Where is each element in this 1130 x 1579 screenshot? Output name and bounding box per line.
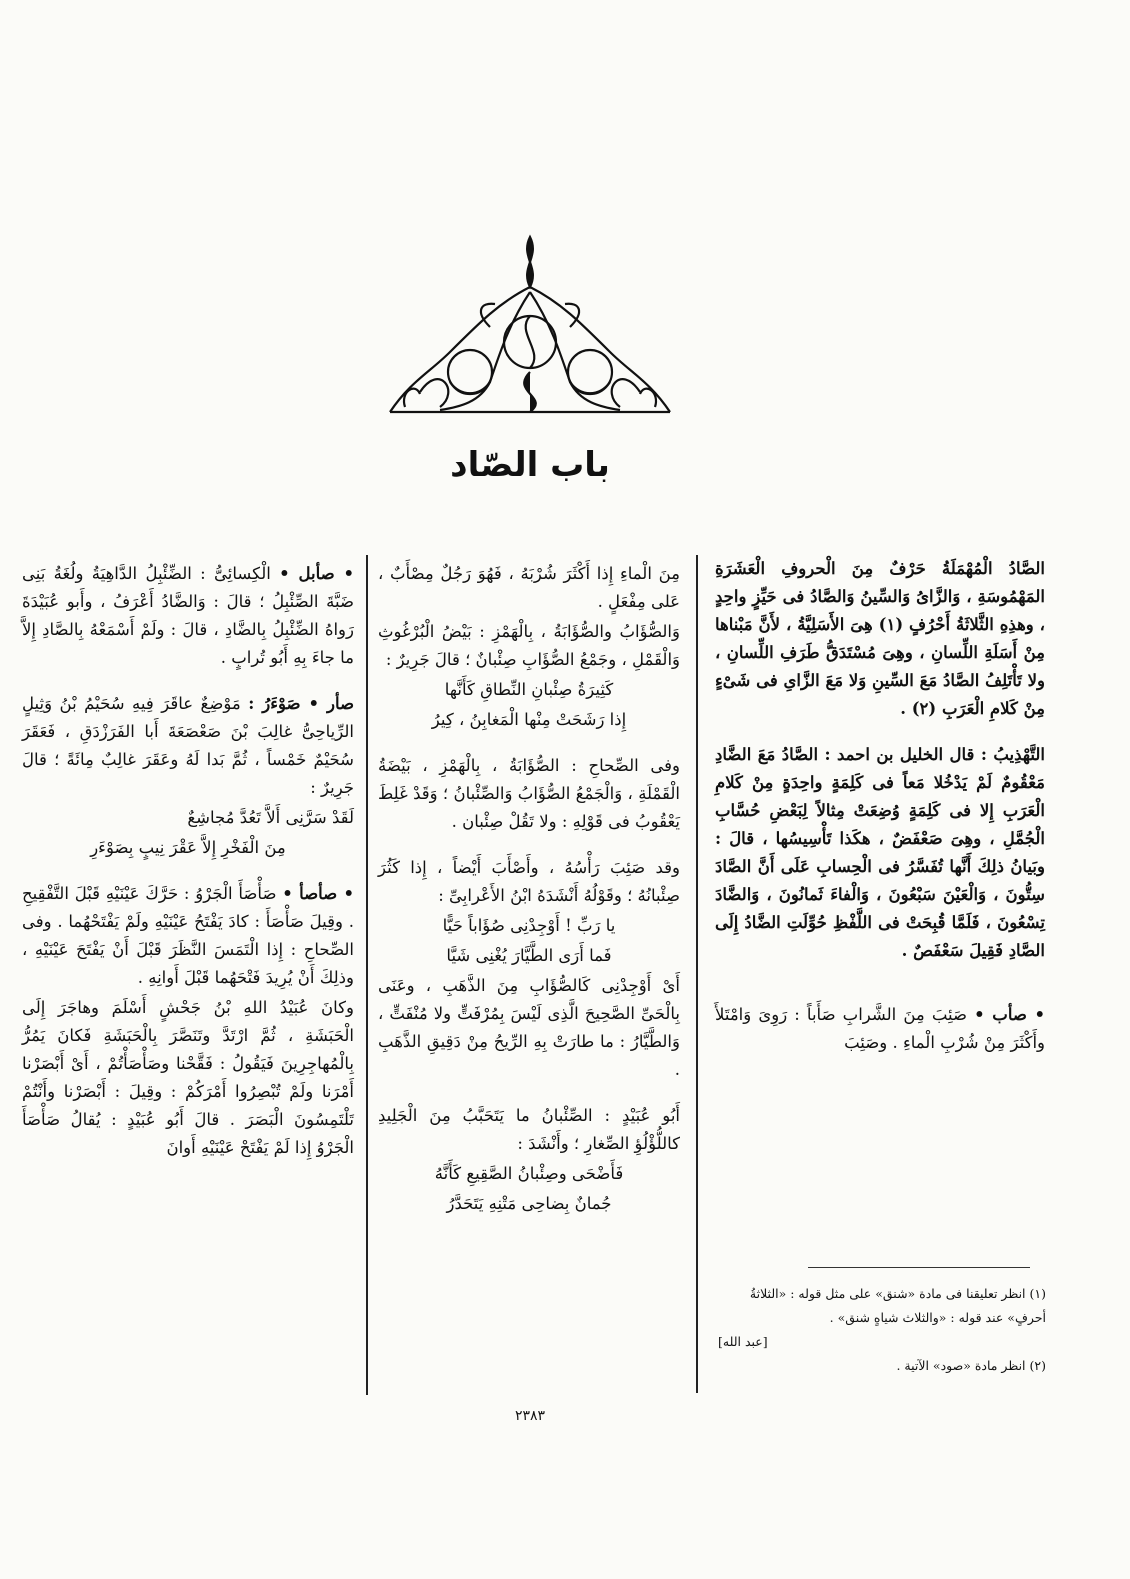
verse-line: فَأَضْحَى وصِئْبانُ الصَّقِيعِ كَأَنَّهُ — [434, 1164, 624, 1183]
paragraph: أَىْ أَوْجِدْنِى كَالصُّؤَابِ مِنَ الذَّهَبِ ، وعَنَى بِالْحَىِّ الصَّحِيحَ الَّذِى لَيْسَ بِمُرْفَتٍّ ولا مُنْفَتٍّ ، وَالطَّيَّارُ : ما طارَتْ بِهِ الرِّيحُ مِنْ دَقِيقِ الذَّهَبِ . — [378, 976, 680, 1079]
entry-headword: • صأب • — [974, 1005, 1046, 1024]
paragraph: الصَّادُ الْمُهْمَلَةُ حَرْفٌ مِنَ الْحروفِ الْعَشَرَةِ المَهْمُوسَةِ ، وَالزَّاىُ وَالسِّينُ وَالصَّادُ فى حَيِّزٍ واحِدٍ ، وهذِهِ الثَّلاثَةُ أَحْرُفٍ (١) هِىَ الأَسَلِيَّةُ ، لأَنَّ مَبْناها مِنْ أَسَلَةِ اللِّسانِ ، وهِىَ مُسْتَدَقُّ طَرَفِ اللِّسانِ ، ولا تَأْتَلِفُ الصَّادُ مَعَ السِّينِ وَلا مَعَ الزَّاىِ فى شَىْءٍ مِنْ كَلامِ الْعَرَبِ (٢) . — [715, 559, 1046, 718]
paragraph: وفى الصِّحاحِ : الصُّؤَابَةُ ، بِالْهَمْزِ ، بَيْضَةُ الْقَمْلَةِ ، وَالْجَمْعُ الصُّؤَابُ وَالصِّئْبانُ ؛ وَقَدْ غَلِطَ يَعْقُوبُ فى قَوْلِهِ : ولا تَقُلْ صِئْبان . — [378, 756, 680, 831]
entry — [22, 880, 354, 992]
entry-text: صَأْصَأَ الْجَرْوُ : حَرَّكَ عَيْنَيْهِ قَبْلَ التَّفْقِيحِ . وقِيلَ صَأْصَأَ : كادَ يَفْتَحُ عَيْنَيْهِ ولَمْ يَفْتَحْهُما . وفى الصِّحاحِ : إِذا الْتَمَسَ النَّظَرَ قَبْلَ أَنْ يَفْتَحَ عَيْنَيْهِ ، وذلِكَ أَنْ يُرِيدَ فَتْحَهُما قَبْلَ أَوانِهِ . — [22, 884, 354, 987]
verse-line: فَما أَرَى الطَّيَّارَ يُغْنِى شَيَّا — [446, 946, 612, 965]
verse-line: إِذا رَشَحَتْ مِنْها الْمَغابِنُ ، كِيرُ — [431, 710, 627, 729]
entry — [22, 560, 354, 672]
entry — [715, 1001, 1045, 1057]
verse-line: جُمانٌ بِضاحِى مَتْنِهِ يَتَحَدَّرُ — [446, 1194, 612, 1213]
verse-line: يا رَبِّ ! أَوْجِدْنِى صُؤَاباً حَيًّا — [442, 916, 616, 935]
verse-line: لَقَدْ سَرَّنِى أَلاَّ تَعُدَّ مُجاشِعٌ — [187, 808, 354, 827]
ornament-headpiece — [380, 232, 680, 427]
entry-headword: • صأصأ • — [282, 884, 354, 903]
entry-text: مَوْضِعٌ عاقَرَ فِيهِ سُحَيْمُ بْنُ وَثِيلٍ الرِّياحِىُّ غالِبَ بْنَ صَعْصَعَةَ أَبا الفَرَزْدَقِ ، فَعَقَرَ سُحَيْمٌ خَمْساً ، ثُمَّ بَدا لَهُ وعَقَرَ غالِبٌ مِائَةً ؛ قالَ جَرِيرٌ : — [22, 694, 354, 797]
entry-text: صَئِبَ مِنَ الشَّرابِ صَأَباً : رَوِىَ وَامْتَلأَ وأَكْثَرَ مِنْ شُرْبِ الْماءِ . وصَئِبَ — [715, 1005, 1045, 1052]
page-title: باب الصّاد — [450, 445, 610, 485]
margin-marks — [38, 60, 78, 520]
middle-column — [378, 560, 680, 1220]
right-column — [715, 555, 1045, 1059]
column-divider — [696, 555, 698, 1393]
page-number: ٢٣٨٣ — [514, 1408, 546, 1424]
entry-text: الْكِسائِىُّ : الضِّئْبِلُ الدَّاهِيَةُ ولُغَةُ بَنِى ضَبَّةَ الصِّئْبِلُ ؛ قالَ : وَالضَّادُ أَعْرَفُ ، وأَبو عُبَيْدَةَ رَواهُ الضِّئْبِلُ بِالضَّادِ ، قالَ : ولَمْ أَسْمَعْهُ بِالصَّادِ إِلاَّ ما جاءَ بِهِ أَبُو تُرابٍ . — [22, 564, 354, 667]
footnote: (٢) انظر مادة «صود» الآتية . — [896, 1358, 1046, 1373]
paragraph: وقد صَئِبَ رَأْسُهُ ، وأَصْأَبَ أَيْضاً ، إِذا كَثُرَ صِئْبانُهُ ؛ وقَوْلُهُ أَنْشَدَهُ ابْنُ الأَعْرابِىِّ : — [378, 858, 680, 905]
footnote-rule — [808, 1267, 1030, 1268]
entry — [22, 690, 354, 802]
verse-line: كَثِيرَةُ صِئْبانِ النِّطاقِ كَأَنَّها — [444, 680, 614, 699]
paragraph: مِنَ الْماءِ إِذا أَكْثَرَ شُرْبَهُ ، فَهُوَ رَجُلٌ مِصْأَبٌ ، عَلى مِفْعَلٍ . — [378, 564, 680, 611]
paragraph: وَالصُّؤَابُ والصُّؤَابَةُ ، بِالْهَمْزِ : بَيْضُ الْبُرْغُوثِ وَالْقَمْلِ ، وجَمْعُ الصُّؤَابِ صِئْبانٌ ؛ قالَ جَرِيرٌ : — [378, 622, 680, 669]
footnotes — [718, 1282, 1046, 1378]
paragraph: وكانَ عُبَيْدُ اللهِ بْنُ جَحْشٍ أَسْلَمَ وهاجَرَ إِلَى الْحَبَشَةِ ، ثُمَّ ارْتَدَّ وتَنَصَّرَ بِالْحَبَشَةِ فَكانَ يَمُرُّ بِالْمُهاجِرِينَ فَيَقُولُ : فَقَّحْنا وصَأْصَأْتُمْ ، أَىْ أَبْصَرْنا أَمْرَنا ولَمْ تُبْصِرُوا أَمْرَكُمْ : وقِيلَ : أَبْصَرْنا وأَنْتُمْ تَلْتَمِسُونَ الْبَصَرَ . قالَ أَبُو عُبَيْدٍ : يُقالُ صَأْصَأَ الْجَرْوُ إِذا لَمْ يَفْتَحْ عَيْنَيْهِ أَوانَ — [22, 998, 354, 1157]
paragraph: أَبُو عُبَيْدٍ : الصِّئْبانُ ما يَتَحَبَّبُ مِنَ الْجَلِيدِ كاللُّؤْلُؤِ الصِّغارِ ؛ وأَنْشَدَ : — [378, 1106, 680, 1153]
footnote-signature: [عبد الله] — [718, 1334, 768, 1349]
column-divider — [366, 555, 368, 1395]
paragraph: التَّهْذِيبُ : قال الخليل بن احمد : الصَّادُ مَعَ الضَّادِ مَعْقُومٌ لَمْ يَدْخُلا مَعاً فى كَلِمَةٍ واحِدَةٍ مِنْ كَلامِ الْعَرَبِ إِلا فى كَلِمَةٍ وُضِعَتْ مِثالاً لِبَعْضِ حُسَّابِ الْجُمَّلِ ، وهِىَ صَعْفَضٌ ، هكَذا تَأْسِيسُها ، قالَ : وبَيانُ ذلِكَ أَنَّها تُفَسَّرُ فى الْحِسابِ عَلَى أَنَّ الصَّادَ سِتُّونَ ، وَالْعَيْنَ سَبْعُونَ ، وَالْفاءَ ثَمانُونَ ، وَالضَّادَ تِسْعُونَ ، فَلَمَّا قُبِحَتْ فى اللَّفْظِ حُوِّلَتِ الضَّادُ إِلَى الصَّادِ فَقِيلَ سَعْفَصٌ . — [715, 745, 1045, 960]
entry-headword: • صأبل • — [279, 564, 354, 583]
entry-headword: صأر • صَوْءَرُ : — [248, 694, 354, 713]
verse-line: مِنَ الْفَخْرِ إِلاَّ عَقْرَ نِيبٍ بِصَوْءَرِ — [90, 838, 286, 857]
left-column — [22, 560, 354, 1164]
footnote: (١) انظر تعليقنا فى مادة «شنق» على مثل قوله : «الثلاثةُ أحرفٍ» عند قوله : «والثلاث شياهٍ شنق» . — [749, 1286, 1046, 1325]
